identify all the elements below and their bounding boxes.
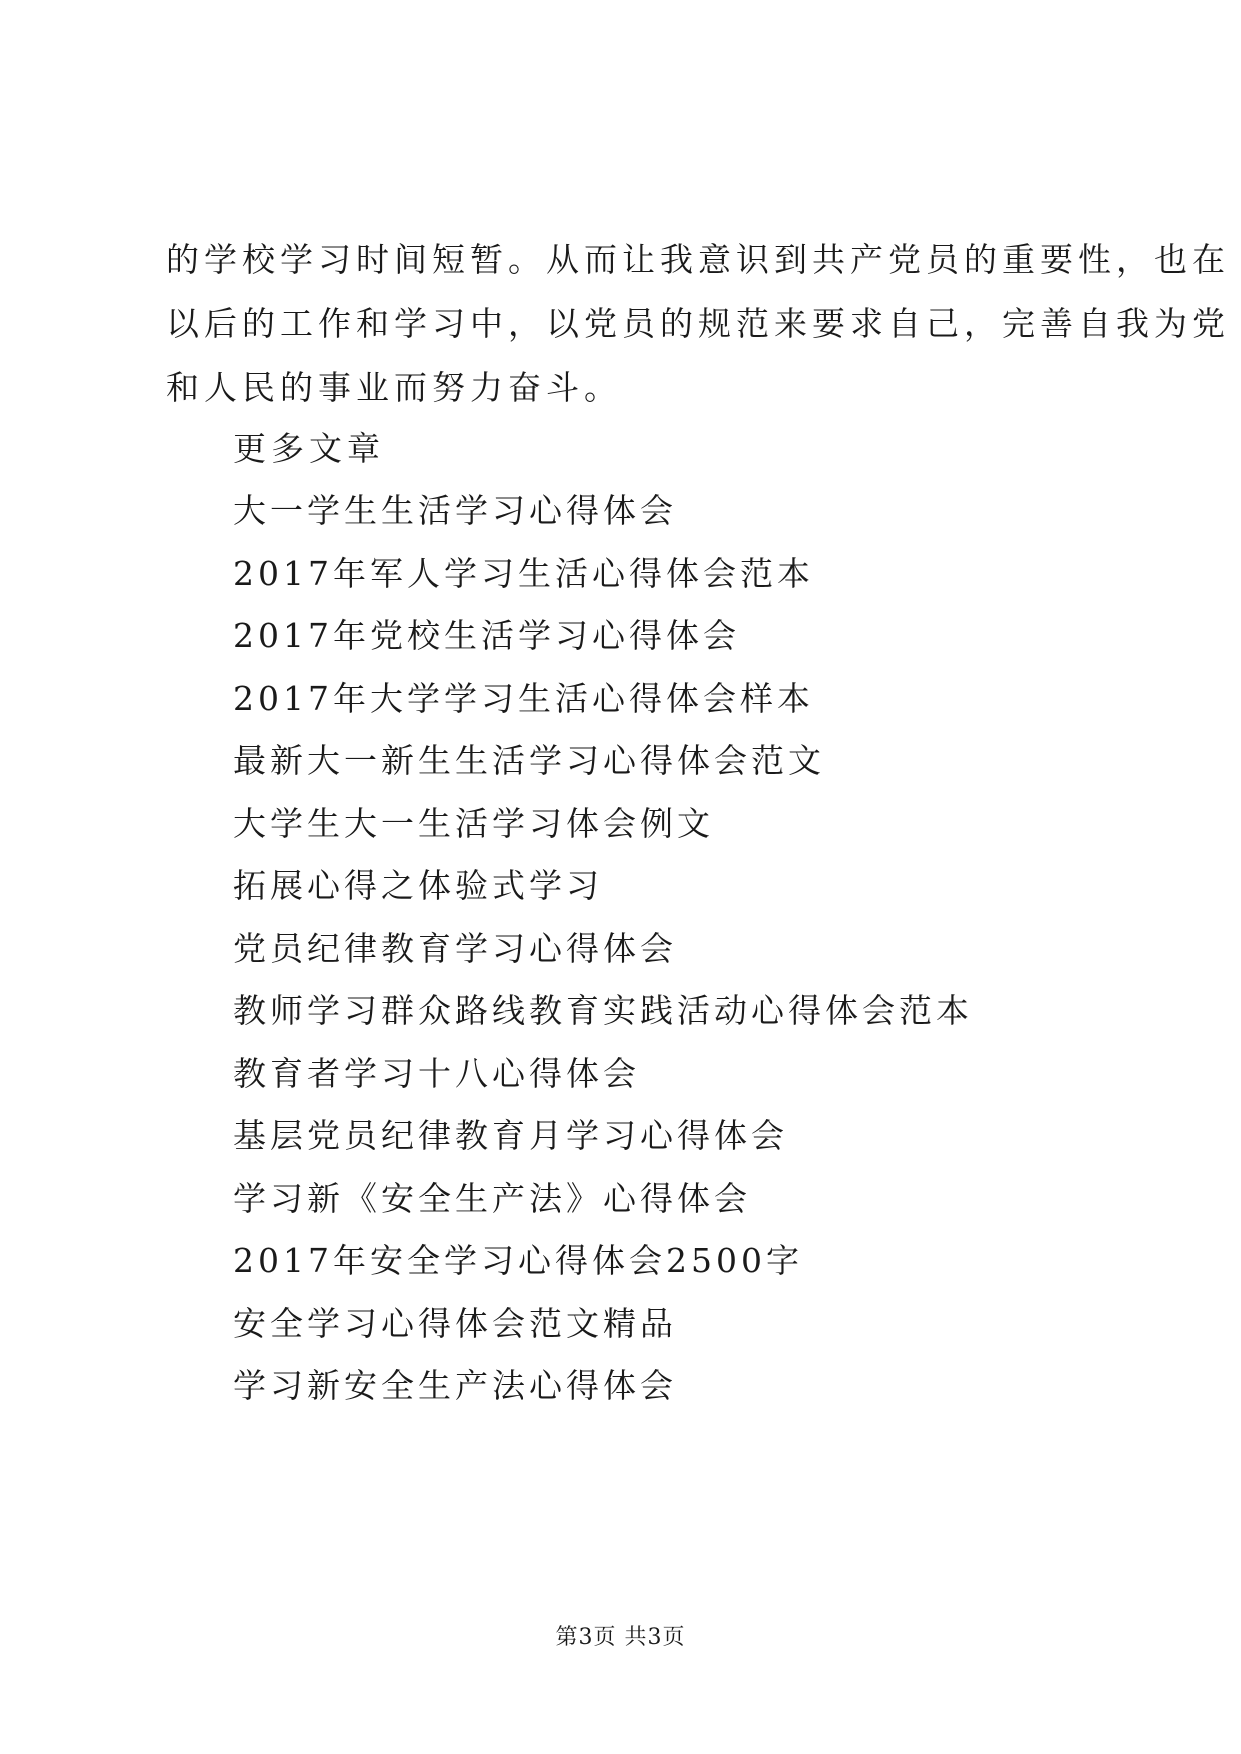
article-link[interactable]: 最新大一新生生活学习心得体会范文 [233,741,825,780]
article-link[interactable]: 学习新《安全生产法》心得体会 [233,1178,751,1218]
article-link[interactable]: 拓展心得之体验式学习 [233,866,603,905]
paragraph-line: 以后的工作和学习中，以党员的规范来要求自己，完善自我为党 [166,304,1230,343]
article-link[interactable]: 2017年军人学习生活心得体会范本 [233,553,814,593]
article-link[interactable]: 教育者学习十八心得体会 [233,1053,640,1093]
article-link[interactable]: 教师学习群众路线教育实践活动心得体会范本 [233,991,973,1030]
article-link[interactable]: 大一学生生活学习心得体会 [233,491,677,530]
more-articles-section [233,418,1093,1418]
article-list [233,480,1093,1418]
page-number-footer: 第3页 共3页 [555,1625,686,1650]
paragraph-line: 的学校学习时间短暂。从而让我意识到共产党员的重要性，也在 [166,240,1230,279]
article-link[interactable]: 安全学习心得体会范文精品 [233,1303,677,1343]
article-link[interactable]: 学习新安全生产法心得体会 [233,1366,677,1405]
article-link[interactable]: 党员纪律教育学习心得体会 [233,928,677,968]
more-articles-heading: 更多文章 [233,429,385,468]
article-link[interactable]: 基层党员纪律教育月学习心得体会 [233,1116,788,1155]
article-link[interactable]: 2017年大学学习生活心得体会样本 [233,678,814,718]
article-link[interactable]: 大学生大一生活学习体会例文 [233,803,714,843]
paragraph-line: 和人民的事业而努力奋斗。 [166,368,622,407]
body-paragraph [166,228,1230,420]
article-link[interactable]: 2017年安全学习心得体会2500字 [233,1241,803,1280]
article-link[interactable]: 2017年党校生活学习心得体会 [233,616,740,655]
